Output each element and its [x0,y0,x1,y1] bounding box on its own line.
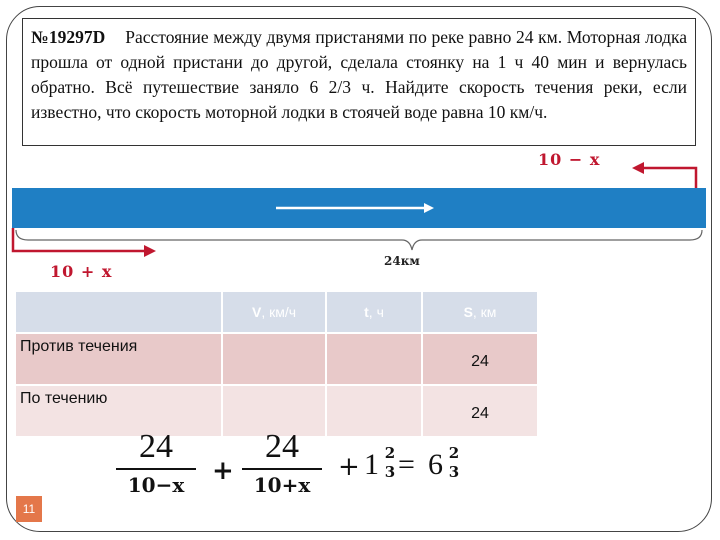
upstream-speed-label: 10 − x [538,150,601,169]
table-row [16,333,538,385]
problem-statement [22,18,696,146]
mixed-whole: 1 [364,448,379,481]
equals-sign: = [398,448,415,481]
cell-speed [222,333,326,385]
row-label: По течению [16,385,222,436]
table-header-speed: V, км/ч [222,292,326,333]
fraction-upstream: 24 10−x [116,428,196,498]
mixed-fraction: 2 3 [448,444,460,481]
table-header-time: t, ч [326,292,422,333]
mixed-fraction: 2 3 [384,444,396,481]
row-label: Против течения [16,333,222,385]
table-header-distance: S, км [422,292,538,333]
river [12,188,706,228]
cell-distance: 24 [422,385,538,436]
cell-distance: 24 [422,333,538,385]
cell-time [326,333,422,385]
plus-sign: + [212,456,234,486]
fraction-downstream: 24 10+x [242,428,322,498]
table-header-empty [16,292,222,333]
mixed-whole: 6 [428,448,443,481]
table-header-row [16,292,538,333]
speed-table [16,292,539,436]
plus-sign: + [338,452,360,482]
distance-label: 24км [384,254,420,268]
problem-number: №19297D [31,27,106,47]
problem-text: Расстояние между двумя пристанями по реке равно 24 км. Моторная лодка прошла от одной пристани до другой, сделала стоянку на 1 ч 40 мин и вернулась обратно. Всё путешествие заняло 6 2/3 ч. Найдите скорость течения реки, если известно, что скорость моторной лодки в стоячей воде равна 10 км/ч. [31,27,688,122]
slide-number-badge: 11 [16,496,42,522]
downstream-speed-label: 10 + x [50,262,113,281]
equation [108,424,488,504]
